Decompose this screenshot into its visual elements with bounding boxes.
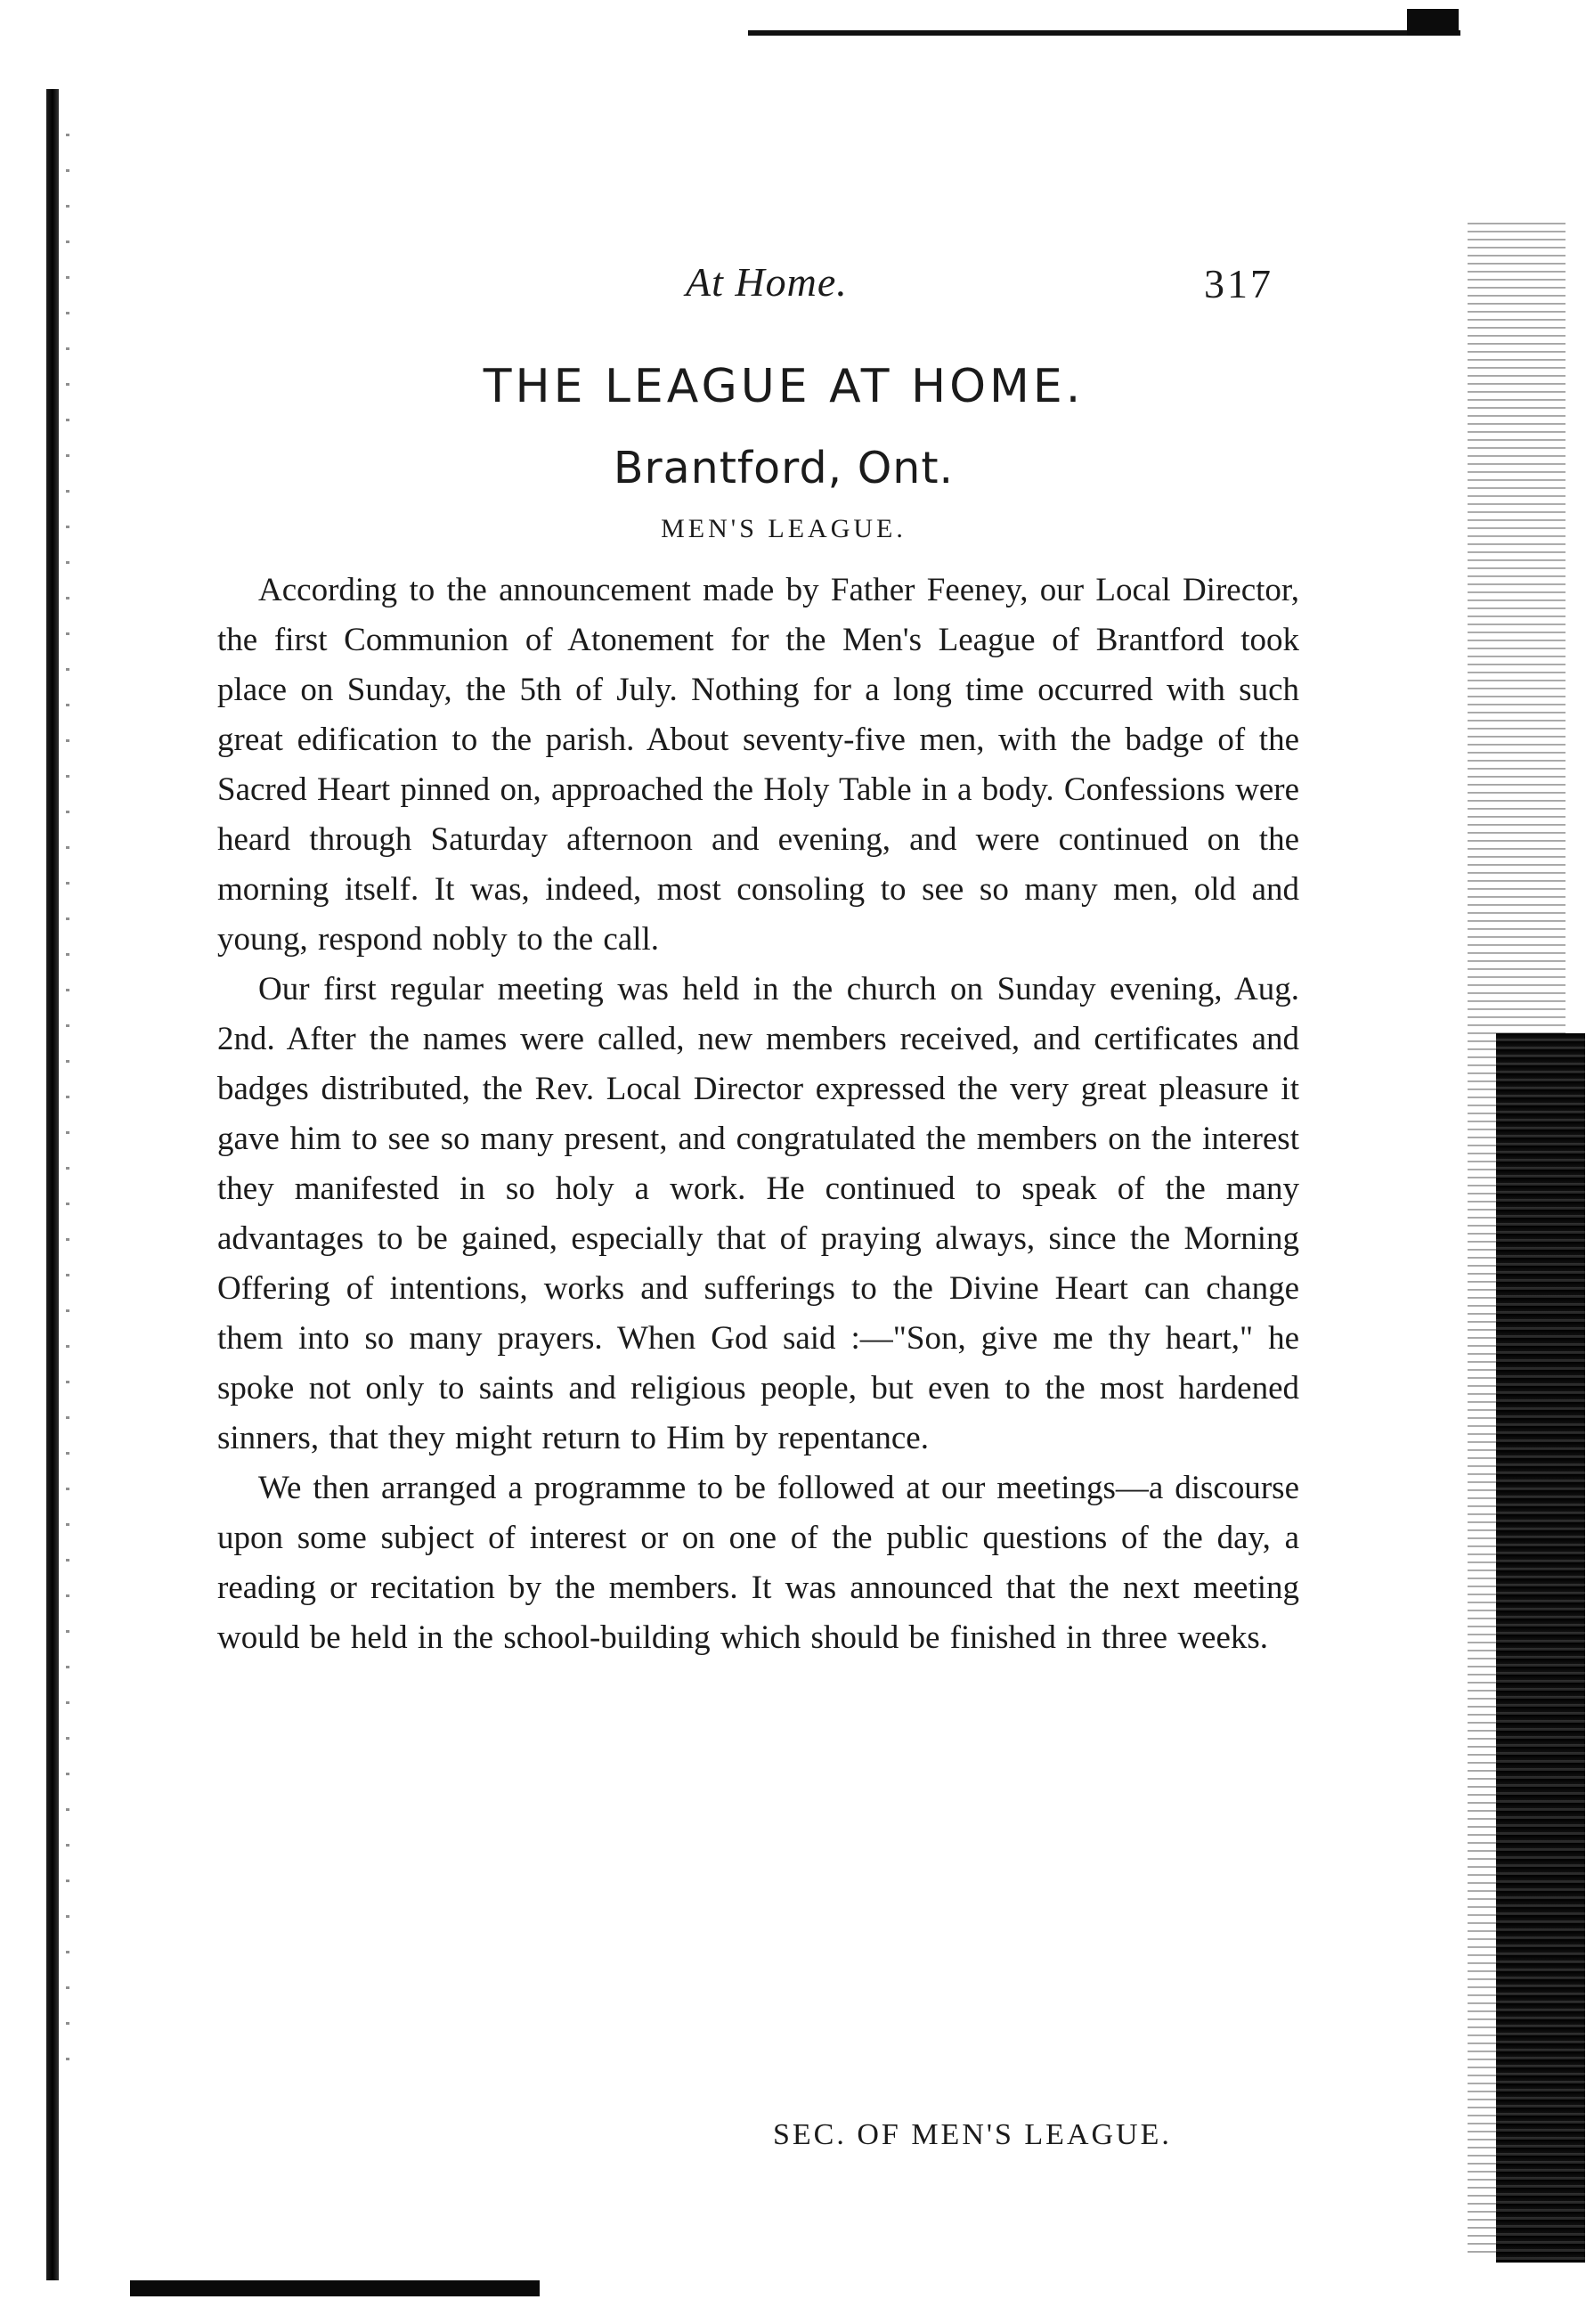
scan-edge-left [46, 89, 59, 2280]
paragraph-2: Our first regular meeting was held in the church on Sunday evening, Aug. 2nd. After the names were called, new members received, and certificates and badges distributed, the Rev. Local Director expressed the very great pleasure it gave him to see so many present, and congratulated the members on the interest they manifested in so holy a work. He continued to speak of the many advantages to be gained, especially that of praying always, since the Morning Offering of intentions, works and sufferings to the Divine Heart can change them into so many prayers. When God said :—"Son, give me thy heart," he spoke not only to saints and religious people, but even to the most hardened sinners, that they might return to Him by repentance. [217, 971, 1299, 1456]
page-number: 317 [1204, 261, 1273, 306]
running-head: At Home. [686, 259, 848, 305]
paragraph-1: According to the announcement made by Father Feeney, our Local Director, the first Communion of Atonement for the Men's League of Brantford took place on Sunday, the 5th of July. Nothing for a long time occurred with such great edification to the parish. About seventy-five men, with the badge of the Sacred Heart pinned on, approached the Holy Table in a body. Confessions were heard through Saturday afternoon and evening, and were continued on the morning itself. It was, indeed, most consoling to see so many men, old and young, respond nobly to the call. [217, 572, 1299, 958]
section-heading: MEN'S LEAGUE. [661, 514, 907, 543]
article-location: Brantford, Ont. [613, 443, 955, 493]
article-body [217, 566, 1299, 1663]
scan-edge-top [748, 30, 1460, 36]
article-title: THE LEAGUE AT HOME. [483, 360, 1085, 413]
scan-edge-right-dark [1496, 1033, 1585, 2263]
paragraph-3: We then arranged a programme to be followed at our meetings—a discourse upon some subject of interest or on one of the public questions of the day, a reading or recitation by the members. It was announced that the next meeting would be held in the school-building which should be finished in three weeks. [217, 1470, 1299, 1656]
scan-edge-bottom [130, 2280, 540, 2296]
signature: SEC. OF MEN'S LEAGUE. [773, 2118, 1172, 2151]
scan-edge-top-corner [1407, 9, 1459, 36]
scan-noise-left [66, 134, 69, 2093]
